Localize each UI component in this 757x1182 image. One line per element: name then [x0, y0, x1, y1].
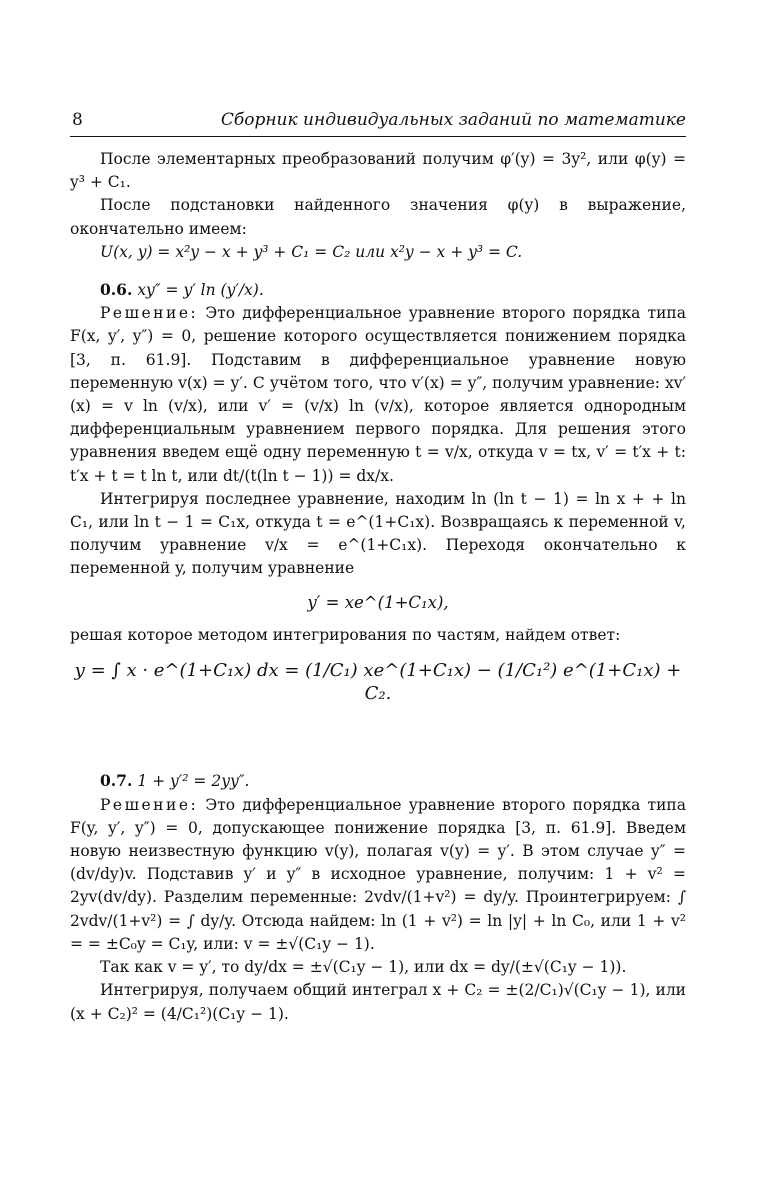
problem-0-6-statement: [70, 278, 686, 302]
problem-0-6-number: 0.6.: [100, 280, 133, 300]
problem-0-7-solution: [70, 794, 686, 956]
problem-0-7-solution-text: Это дифференциальное уравнение второго порядка типа F(y, y′, y″) = 0, допускающее понижение порядка [3, п. 61.9]. Введем новую неизвестную функцию v(y), полагая v(y) = y′. В этом случае y″ = (dv/dy)v. Подставив y′ и y″ в исходное уравнение, получим: 1 + v² = 2yv(dv/dy). Разделим переменные: 2vdv/(1+v²) = dy/y. Проинтегрируем: ∫ 2vdv/(1+v²) = ∫ dy/y. Отсюда найдем: ln (1 + v²) = ln |y| + ln C₀, или 1 + v² = = ±C₀y = C₁y, или: v = ±√(C₁y − 1).: [70, 795, 686, 953]
problem-0-6-method: решая которое методом интегрирования по частям, найдем ответ:: [70, 625, 621, 644]
problem-0-6-solution-text: Это дифференциальное уравнение второго порядка типа F(x, y′, y″) = 0, решение которого осуществляется понижением порядка [3, п. 61.9]. Подставим в дифференциальное уравнение новую переменную v(x) = y′. С учётом того, что v′(x) = y″, получим уравнение: xv′(x) = v ln (v/x), или v′ = (v/x) ln (v/x), которое является однородным дифференциальным уравнением первого порядка. Для решения этого уравнения введем ещё одну переменную t = v/x, откуда v = tx, v′ = t′x + t: t′x + t = t ln t, или dt/(t(ln t − 1)) = dx/x.: [70, 304, 686, 485]
problem-0-6-integration: Интегрируя последнее уравнение, находим ln (ln t − 1) = ln x + + ln C₁, или ln t − 1 = C₁x, откуда t = e^(1+C₁x). Возвращаясь к переменной v, получим уравнение v/x = e^(1+C₁x). Переходя окончательно к переменной y, получим уравнение: [70, 489, 686, 578]
page-number: 8: [72, 110, 83, 130]
problem-0-7-line-3: Интегрируя, получаем общий интеграл x + C₂ = ±(2/C₁)√(C₁y − 1), или (x + C₂)² = (4/C₁²)(C₁y − 1).: [70, 981, 686, 1023]
solution-label: Решение:: [100, 304, 199, 323]
paragraph-phi: После элементарных преобразований получим φ′(y) = 3y², или φ(y) = y³ + C₁.: [70, 150, 686, 192]
problem-0-6-equation: xy″ = y′ ln (y′/x).: [137, 281, 264, 300]
page-body: [70, 148, 686, 1026]
problem-0-7-line-2: Так как v = y′, то dy/dx = ±√(C₁y − 1), или dx = dy/(±√(C₁y − 1)).: [100, 958, 627, 977]
problem-0-7-statement: [70, 769, 686, 793]
paragraph-substitution: После подстановки найденного значения φ(y) в выражение, окончательно имеем:: [70, 196, 686, 238]
display-formula-2: y = ∫ x · e^(1+C₁x) dx = (1/C₁) xe^(1+C₁x) − (1/C₁²) e^(1+C₁x) + C₂.: [74, 660, 682, 705]
problem-0-7-equation: 1 + y′² = 2yy″.: [137, 772, 250, 791]
running-title: Сборник индивидуальных заданий по математике: [220, 110, 686, 130]
book-page: [70, 0, 686, 1182]
solution-label: Решение:: [100, 795, 199, 814]
problem-0-6-solution: [70, 302, 686, 488]
display-formula-1: y′ = xe^(1+C₁x),: [307, 592, 449, 612]
problem-0-7-number: 0.7.: [100, 771, 133, 791]
page-header: [70, 110, 686, 137]
formula-U: U(x, y) = x²y − x + y³ + C₁ = C₂ или x²y − x + y³ = C.: [100, 242, 523, 261]
